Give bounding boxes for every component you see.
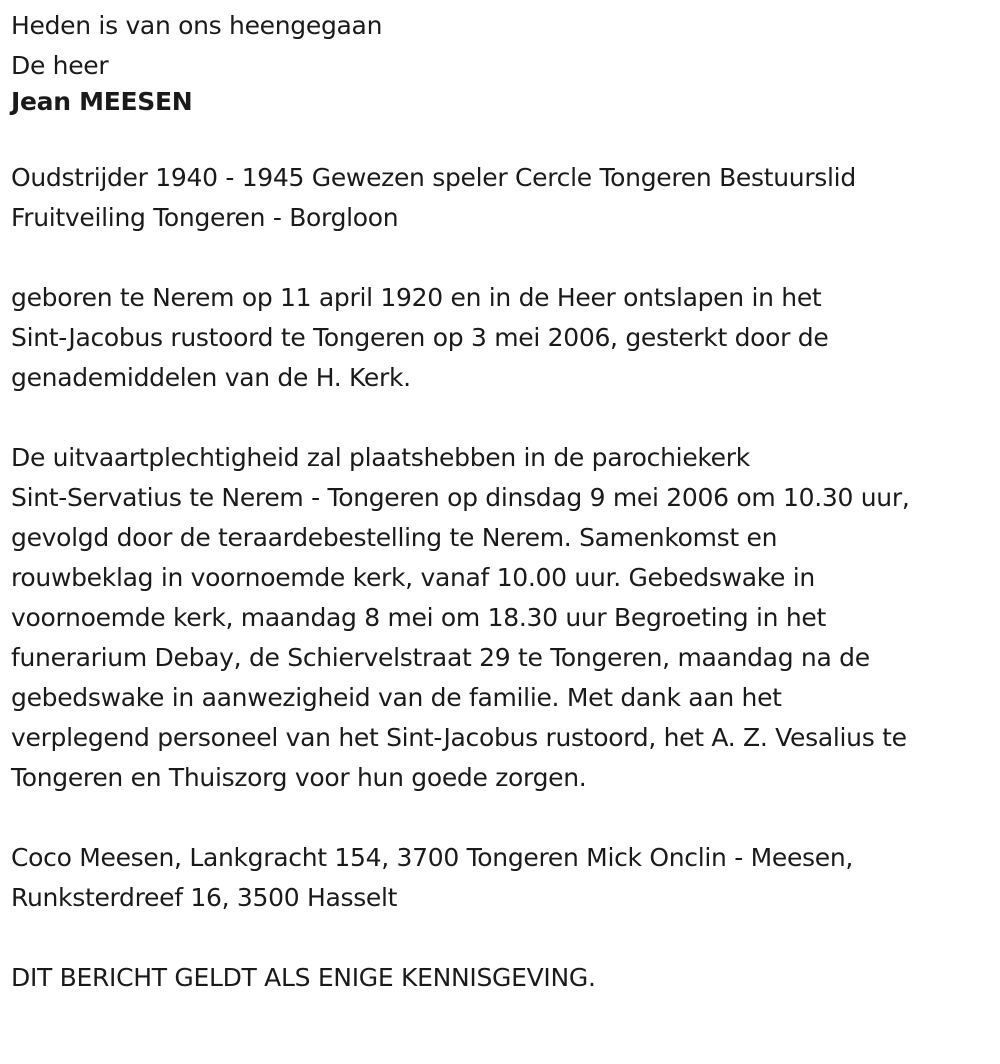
spacer <box>11 398 996 438</box>
titles-paragraph: Oudstrijder 1940 - 1945 Gewezen speler Cercle Tongeren Bestuurslid Fruitveiling Tongeren - Borgloon <box>11 163 856 232</box>
death-notice <box>11 6 996 998</box>
deceased-name: Jean MEESEN <box>11 87 193 116</box>
birth-death-paragraph: geboren te Nerem op 11 april 1920 en in de Heer ontslapen in het Sint-Jacobus rustoord te Tongeren op 3 mei 2006, gesterkt door de genademiddelen van de H. Kerk. <box>11 283 829 392</box>
spacer <box>11 238 996 278</box>
spacer <box>11 918 996 958</box>
closing-line: DIT BERICHT GELDT ALS ENIGE KENNISGEVING. <box>11 963 596 992</box>
family-addresses: Coco Meesen, Lankgracht 154, 3700 Tongeren Mick Onclin - Meesen, Runksterdreef 16, 3500 Hasselt <box>11 843 854 912</box>
spacer <box>11 118 996 158</box>
spacer <box>11 798 996 838</box>
opening-line: Heden is van ons heengegaan <box>11 11 383 40</box>
salutation: De heer <box>11 51 109 80</box>
funeral-paragraph: De uitvaartplechtigheid zal plaatshebben in de parochiekerk Sint-Servatius te Nerem - Tongeren op dinsdag 9 mei 2006 om 10.30 uur, gevolgd door de teraardebestelling te Nerem. Samenkomst en rouwbeklag in voornoemde kerk, vanaf 10.00 uur. Gebedswake in voornoemde kerk, maandag 8 mei om 18.30 uur Begroeting in het funerarium Debay, de Schiervelstraat 29 te Tongeren, maandag na de gebedswake in aanwezigheid van de familie. Met dank aan het verplegend personeel van het Sint-Jacobus rustoord, het A. Z. Vesalius te Tongeren en Thuiszorg voor hun goede zorgen. <box>11 443 910 792</box>
